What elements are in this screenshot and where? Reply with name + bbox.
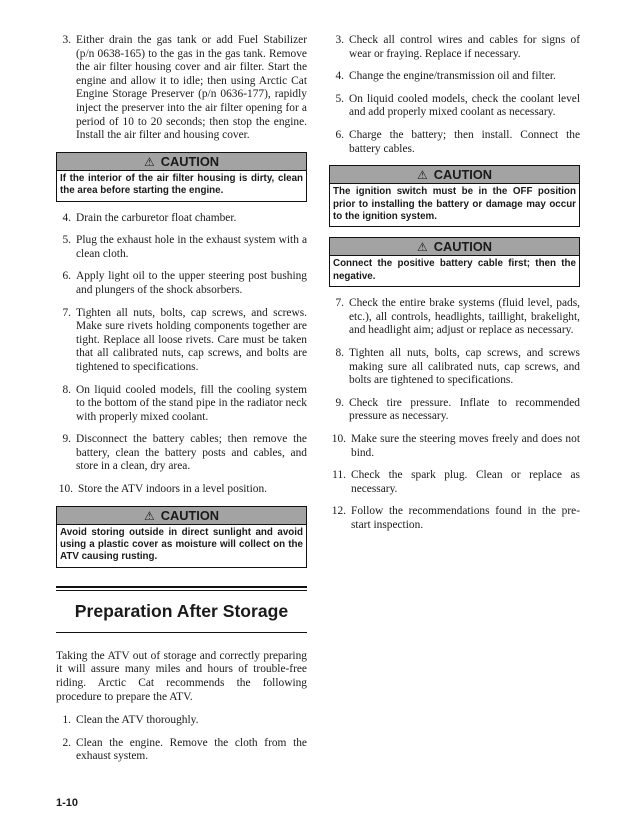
item-number: 7. — [62, 306, 71, 319]
caution-text: Connect the positive battery cable first; then the negative. — [333, 258, 576, 282]
section-rule-top — [56, 586, 307, 591]
list-item — [329, 70, 580, 84]
page-number: 1-10 — [56, 797, 79, 809]
caution-box — [56, 152, 307, 202]
item-number: 3. — [62, 34, 71, 46]
warning-triangle-icon: ⚠ — [143, 154, 155, 169]
section-title: Preparation After Storage — [74, 600, 289, 621]
item-number: 2. — [62, 736, 71, 749]
list-item — [56, 737, 307, 764]
item-text: Disconnect the battery cables; then remove the battery, clean the battery posts and cables, and store in a clean, dry area. — [76, 433, 307, 473]
item-number: 5. — [335, 92, 344, 105]
item-number: 7. — [335, 297, 344, 310]
right-column — [329, 34, 580, 542]
list-item — [56, 234, 307, 261]
list-item — [56, 34, 307, 143]
item-text: Follow the recommendations found in the pre-start inspection. — [351, 505, 580, 531]
warning-triangle-icon: ⚠ — [416, 168, 428, 183]
section-rule-bottom — [56, 632, 307, 633]
item-number: 6. — [335, 128, 344, 141]
item-number: 6. — [62, 270, 71, 283]
item-number: 9. — [62, 433, 71, 446]
item-number: 12. — [331, 505, 346, 518]
list-item — [56, 384, 307, 425]
list-item — [56, 433, 307, 474]
list-item — [56, 270, 307, 297]
item-text: Check all control wires and cables for signs of wear or fraying. Replace if necessary. — [349, 34, 580, 60]
item-number: 5. — [62, 234, 71, 247]
warning-triangle-icon: ⚠ — [143, 508, 155, 523]
caution-heading: ⚠ CAUTION — [330, 238, 579, 256]
list-item — [329, 129, 580, 156]
intro-paragraph: Taking the ATV out of storage and correctly preparing it will assure many miles and hours of trouble-free riding. Arctic Cat recommends the following procedure to prepare the ATV. — [56, 649, 307, 703]
caution-text: If the interior of the air filter housing is dirty, clean the area before starting the engine. — [60, 172, 303, 197]
item-text: Tighten all nuts, bolts, cap screws, and screws. Make sure rivets holding components together are tight. Replace all loose rivets. Care must be taken that all calibrated nuts, cap screws, and bolts are tightened to specifications. — [76, 306, 307, 373]
list-item — [56, 714, 307, 728]
item-text: Clean the engine. Remove the cloth from the exhaust system. — [76, 736, 307, 763]
item-number: 9. — [335, 396, 344, 409]
list-item — [329, 433, 580, 460]
item-number: 4. — [335, 70, 344, 83]
list-item — [56, 483, 307, 497]
item-text: Plug the exhaust hole in the exhaust system with a clean cloth. — [76, 234, 307, 260]
list-item — [56, 212, 307, 226]
item-text: On liquid cooled models, fill the cooling system to the bottom of the stand pipe in the radiator neck with properly mixed coolant. — [76, 383, 307, 423]
item-text: Tighten all nuts, bolts, cap screws, and screws making sure all calibrated nuts, cap screws, and bolts are tightened to specifications. — [349, 346, 580, 387]
item-text: Check the entire brake systems (fluid level, pads, etc.), all controls, headlights, taillight, brakelight, and headlight aim; adjust or replace as necessary. — [349, 297, 580, 337]
list-item — [329, 297, 580, 338]
item-number: 4. — [62, 211, 71, 224]
item-number: 3. — [335, 34, 344, 46]
item-text: Check the spark plug. Clean or replace as necessary. — [351, 469, 580, 495]
item-number: 8. — [335, 346, 344, 359]
item-text: Make sure the steering moves freely and does not bind. — [351, 432, 580, 459]
list-item — [56, 307, 307, 375]
item-number: 10. — [58, 483, 73, 496]
caution-text: Avoid storing outside in direct sunlight and avoid using a plastic cover as moisture will collect on the ATV causing rusting. — [60, 526, 303, 563]
caution-box — [329, 237, 580, 287]
item-text: Store the ATV indoors in a level position. — [78, 483, 267, 496]
item-text: Clean the ATV thoroughly. — [76, 714, 199, 727]
item-text: On liquid cooled models, check the coolant level and add properly mixed coolant as necessary. — [349, 92, 580, 119]
left-column — [56, 34, 307, 773]
caution-heading: ⚠ CAUTION — [330, 166, 579, 184]
list-item — [329, 93, 580, 120]
item-text: Check tire pressure. Inflate to recommended pressure as necessary. — [349, 396, 580, 423]
item-text: Charge the battery; then install. Connect the battery cables. — [349, 128, 580, 155]
item-number: 8. — [62, 383, 71, 396]
caution-heading: ⚠ CAUTION — [57, 153, 306, 171]
caution-box — [56, 506, 307, 568]
warning-triangle-icon: ⚠ — [416, 240, 428, 255]
item-number: 10. — [331, 432, 346, 445]
item-text: Drain the carburetor float chamber. — [76, 211, 237, 224]
list-item — [329, 34, 580, 61]
caution-text: The ignition switch must be in the OFF position prior to installing the battery or damage may occur to the ignition system. — [333, 186, 576, 222]
caution-box — [329, 165, 580, 227]
item-text: Apply light oil to the upper steering post bushing and plungers of the shock absorbers. — [76, 270, 307, 296]
list-item — [329, 505, 580, 532]
item-text: Change the engine/transmission oil and filter. — [349, 70, 556, 83]
item-number: 1. — [62, 714, 71, 727]
list-item — [329, 347, 580, 388]
caution-heading: ⚠ CAUTION — [57, 507, 306, 525]
list-item — [329, 397, 580, 424]
list-item — [329, 469, 580, 496]
item-number: 11. — [332, 469, 346, 482]
item-text: Either drain the gas tank or add Fuel Stabilizer (p/n 0638-165) to the gas in the gas tank. Remove the air filter housing cover and air filter. Start the engine and allow it to idle; then using Arctic Cat Engine Storage Preserver (p/n 0636-177), rapidly inject the preserver into the air filter opening for a period of 10 to 20 seconds; then stop the engine. Install the air filter and housing cover. — [76, 34, 307, 142]
